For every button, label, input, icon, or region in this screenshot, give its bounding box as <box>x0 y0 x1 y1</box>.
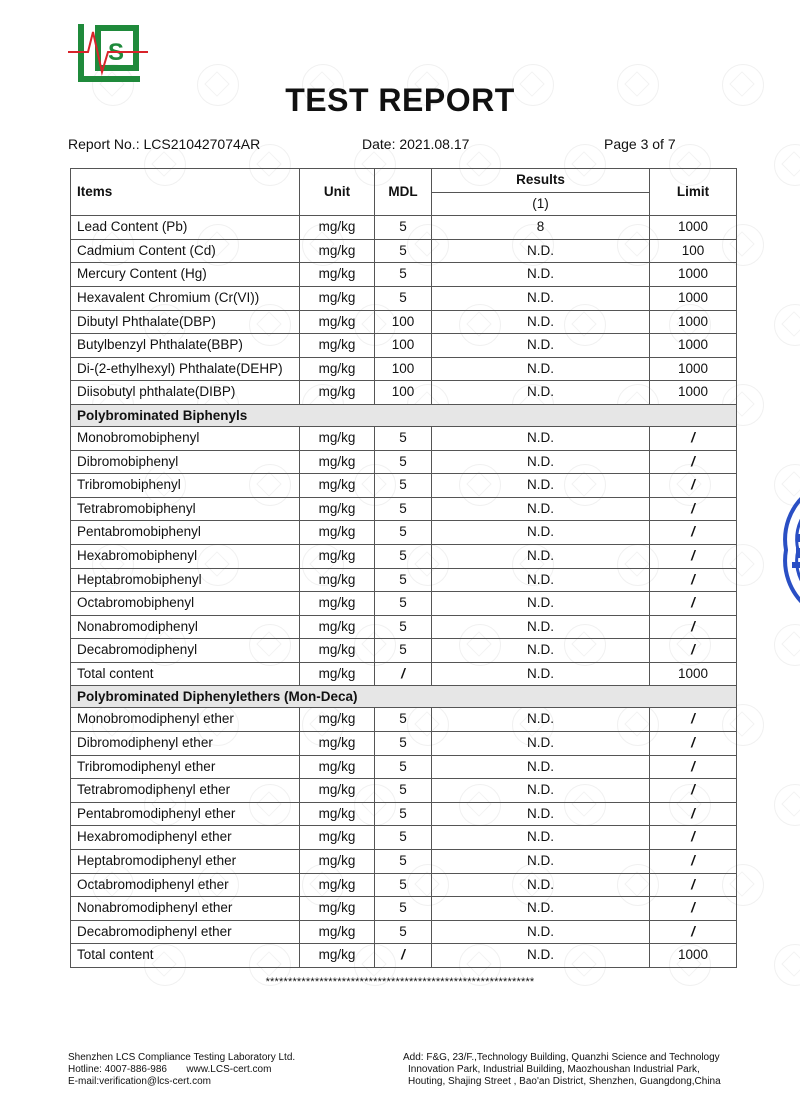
cell-unit: mg/kg <box>300 920 375 944</box>
cell-mdl: 100 <box>375 381 432 405</box>
cell-limit: / <box>650 897 737 921</box>
table-row <box>71 568 737 592</box>
cell-item: Diisobutyl phthalate(DIBP) <box>71 381 300 405</box>
cell-limit: / <box>650 639 737 663</box>
cell-result: N.D. <box>432 450 650 474</box>
footer-hotline: Hotline: 4007-886-986 www.LCS-cert.com <box>68 1064 272 1075</box>
cell-item: Hexavalent Chromium (Cr(VI)) <box>71 286 300 310</box>
cell-unit: mg/kg <box>300 521 375 545</box>
cell-unit: mg/kg <box>300 639 375 663</box>
cell-limit: / <box>650 426 737 450</box>
cell-item: Nonabromodiphenyl <box>71 615 300 639</box>
cell-item: Monobromodiphenyl ether <box>71 708 300 732</box>
table-row <box>71 897 737 921</box>
table-row <box>71 944 737 968</box>
cell-mdl: 100 <box>375 334 432 358</box>
cell-limit: 1000 <box>650 286 737 310</box>
lcs-logo-icon <box>68 18 148 84</box>
cell-item: Pentabromobiphenyl <box>71 521 300 545</box>
cell-mdl: 5 <box>375 779 432 803</box>
logo-text: S <box>108 39 125 66</box>
cell-result: N.D. <box>432 239 650 263</box>
table-row <box>71 779 737 803</box>
cell-item: Total content <box>71 944 300 968</box>
cell-limit: / <box>650 615 737 639</box>
table-row <box>71 639 737 663</box>
cell-unit: mg/kg <box>300 263 375 287</box>
cell-unit: mg/kg <box>300 850 375 874</box>
table-row <box>71 450 737 474</box>
cell-unit: mg/kg <box>300 544 375 568</box>
table-row <box>71 662 737 686</box>
results-table <box>70 168 737 968</box>
cell-mdl: 5 <box>375 216 432 240</box>
cell-result: N.D. <box>432 944 650 968</box>
cell-item: Hexabromodiphenyl ether <box>71 826 300 850</box>
cell-result: N.D. <box>432 334 650 358</box>
cell-unit: mg/kg <box>300 826 375 850</box>
cell-limit: / <box>650 779 737 803</box>
cell-limit: / <box>650 732 737 756</box>
cell-result: N.D. <box>432 615 650 639</box>
section-header-pbb <box>71 404 737 426</box>
table-row <box>71 615 737 639</box>
cell-mdl: 100 <box>375 310 432 334</box>
cell-unit: mg/kg <box>300 708 375 732</box>
cell-item: Hexabromobiphenyl <box>71 544 300 568</box>
cell-mdl: 100 <box>375 357 432 381</box>
table-row <box>71 239 737 263</box>
cell-unit: mg/kg <box>300 357 375 381</box>
cell-unit: mg/kg <box>300 592 375 616</box>
cell-item: Heptabromobiphenyl <box>71 568 300 592</box>
cell-item: Total content <box>71 662 300 686</box>
cell-unit: mg/kg <box>300 662 375 686</box>
cell-unit: mg/kg <box>300 381 375 405</box>
cell-unit: mg/kg <box>300 802 375 826</box>
lcs-watermark-icon <box>774 304 800 346</box>
cell-unit: mg/kg <box>300 732 375 756</box>
cell-mdl: 5 <box>375 286 432 310</box>
cell-item: Lead Content (Pb) <box>71 216 300 240</box>
cell-result: N.D. <box>432 662 650 686</box>
cell-item: Dibromobiphenyl <box>71 450 300 474</box>
column-header-results: Results <box>432 169 650 193</box>
cell-item: Nonabromodiphenyl ether <box>71 897 300 921</box>
cell-mdl: 5 <box>375 755 432 779</box>
footer-address-line-2: Innovation Park, Industrial Building, Maozhoushan Industrial Park, <box>408 1064 700 1075</box>
report-date: Date: 2021.08.17 <box>362 136 470 152</box>
cell-item: Decabromodiphenyl <box>71 639 300 663</box>
cell-item: Mercury Content (Hg) <box>71 263 300 287</box>
cell-limit: 1000 <box>650 263 737 287</box>
cell-result: N.D. <box>432 286 650 310</box>
cell-mdl: 5 <box>375 897 432 921</box>
cell-item: Butylbenzyl Phthalate(BBP) <box>71 334 300 358</box>
table-row <box>71 497 737 521</box>
cell-unit: mg/kg <box>300 450 375 474</box>
table-row <box>71 544 737 568</box>
cell-limit: / <box>650 755 737 779</box>
cell-item: Dibromodiphenyl ether <box>71 732 300 756</box>
footer-lab-name: Shenzhen LCS Compliance Testing Laboratory Ltd. <box>68 1052 296 1063</box>
cell-mdl: 5 <box>375 826 432 850</box>
cell-limit: 100 <box>650 239 737 263</box>
cell-result: 8 <box>432 216 650 240</box>
cell-result: N.D. <box>432 802 650 826</box>
report-number: Report No.: LCS210427074AR <box>68 136 261 152</box>
cell-result: N.D. <box>432 426 650 450</box>
cell-result: N.D. <box>432 779 650 803</box>
cell-item: Tribromobiphenyl <box>71 474 300 498</box>
footer-address-line-3: Houting, Shajing Street , Bao'an District, Shenzhen, Guangdong,China <box>408 1076 721 1087</box>
cell-item: Tribromodiphenyl ether <box>71 755 300 779</box>
cell-result: N.D. <box>432 873 650 897</box>
cell-result: N.D. <box>432 639 650 663</box>
table-row <box>71 521 737 545</box>
cell-mdl: 5 <box>375 850 432 874</box>
table-row <box>71 873 737 897</box>
cell-result: N.D. <box>432 826 650 850</box>
cell-mdl: 5 <box>375 474 432 498</box>
cell-unit: mg/kg <box>300 755 375 779</box>
table-row <box>71 802 737 826</box>
lcs-watermark-icon <box>774 784 800 826</box>
section-header-pbde <box>71 686 737 708</box>
cell-mdl: 5 <box>375 873 432 897</box>
cell-result: N.D. <box>432 850 650 874</box>
cell-mdl: 5 <box>375 239 432 263</box>
cell-limit: / <box>650 544 737 568</box>
cell-mdl: 5 <box>375 615 432 639</box>
cell-mdl: 5 <box>375 544 432 568</box>
cell-limit: 1000 <box>650 944 737 968</box>
column-header-mdl: MDL <box>375 169 432 216</box>
cell-limit: 1000 <box>650 662 737 686</box>
lcs-watermark-icon <box>774 624 800 666</box>
cell-limit: / <box>650 873 737 897</box>
end-of-report-marker: ************************************************************ <box>265 976 535 988</box>
footer-address-line-1: Add: F&G, 23/F.,Technology Building, Quanzhi Science and Technology <box>403 1052 720 1063</box>
cell-mdl: / <box>375 662 432 686</box>
cell-item: Cadmium Content (Cd) <box>71 239 300 263</box>
page-title: TEST REPORT <box>285 82 515 118</box>
cell-result: N.D. <box>432 544 650 568</box>
table-row <box>71 426 737 450</box>
table-row <box>71 592 737 616</box>
cell-mdl: 5 <box>375 568 432 592</box>
cell-unit: mg/kg <box>300 497 375 521</box>
cell-unit: mg/kg <box>300 897 375 921</box>
cell-item: Decabromodiphenyl ether <box>71 920 300 944</box>
table-row <box>71 732 737 756</box>
table-row <box>71 850 737 874</box>
cell-unit: mg/kg <box>300 310 375 334</box>
table-row <box>71 263 737 287</box>
lcs-watermark-icon <box>774 144 800 186</box>
cell-limit: / <box>650 708 737 732</box>
cell-limit: 1000 <box>650 310 737 334</box>
cell-item: Octabromobiphenyl <box>71 592 300 616</box>
cell-result: N.D. <box>432 732 650 756</box>
cell-limit: / <box>650 826 737 850</box>
cell-mdl: 5 <box>375 263 432 287</box>
cell-mdl: 5 <box>375 426 432 450</box>
cell-item: Heptabromodiphenyl ether <box>71 850 300 874</box>
cell-item: Octabromodiphenyl ether <box>71 873 300 897</box>
cell-item: Dibutyl Phthalate(DBP) <box>71 310 300 334</box>
cell-result: N.D. <box>432 568 650 592</box>
column-subheader-results: (1) <box>432 192 650 216</box>
cell-item: Di-(2-ethylhexyl) Phthalate(DEHP) <box>71 357 300 381</box>
cell-item: Tetrabromobiphenyl <box>71 497 300 521</box>
cell-limit: 1000 <box>650 357 737 381</box>
cell-result: N.D. <box>432 592 650 616</box>
cell-limit: / <box>650 850 737 874</box>
cell-mdl: 5 <box>375 639 432 663</box>
cell-result: N.D. <box>432 474 650 498</box>
cell-item: Monobromobiphenyl <box>71 426 300 450</box>
cell-mdl: 5 <box>375 732 432 756</box>
cell-limit: 1000 <box>650 381 737 405</box>
footer-email: E-mail:verification@lcs-cert.com <box>68 1076 211 1087</box>
footer-lab-info <box>68 1052 295 1088</box>
column-header-items: Items <box>71 169 300 216</box>
cell-unit: mg/kg <box>300 568 375 592</box>
cell-limit: / <box>650 521 737 545</box>
cell-limit: 1000 <box>650 334 737 358</box>
cell-unit: mg/kg <box>300 779 375 803</box>
cell-unit: mg/kg <box>300 334 375 358</box>
cell-unit: mg/kg <box>300 286 375 310</box>
cell-result: N.D. <box>432 310 650 334</box>
table-row <box>71 216 737 240</box>
table-row <box>71 708 737 732</box>
cell-limit: / <box>650 920 737 944</box>
cell-result: N.D. <box>432 357 650 381</box>
cell-limit: / <box>650 592 737 616</box>
cell-unit: mg/kg <box>300 873 375 897</box>
cell-result: N.D. <box>432 897 650 921</box>
table-row <box>71 310 737 334</box>
cell-unit: mg/kg <box>300 944 375 968</box>
table-row <box>71 755 737 779</box>
cell-result: N.D. <box>432 521 650 545</box>
cell-result: N.D. <box>432 497 650 521</box>
cell-result: N.D. <box>432 708 650 732</box>
cell-unit: mg/kg <box>300 216 375 240</box>
cell-mdl: 5 <box>375 497 432 521</box>
cell-mdl: 5 <box>375 802 432 826</box>
cell-limit: / <box>650 474 737 498</box>
cell-mdl: 5 <box>375 592 432 616</box>
cell-mdl: / <box>375 944 432 968</box>
cell-mdl: 5 <box>375 920 432 944</box>
results-table-body <box>71 216 737 968</box>
column-header-limit: Limit <box>650 169 737 216</box>
section-header-pbde-label: Polybrominated Diphenylethers (Mon-Deca) <box>71 686 737 708</box>
column-header-unit: Unit <box>300 169 375 216</box>
cell-item: Tetrabromodiphenyl ether <box>71 779 300 803</box>
footer-address <box>403 1052 721 1088</box>
table-row <box>71 334 737 358</box>
cell-limit: / <box>650 497 737 521</box>
cell-result: N.D. <box>432 920 650 944</box>
cell-item: Pentabromodiphenyl ether <box>71 802 300 826</box>
cell-unit: mg/kg <box>300 474 375 498</box>
table-row <box>71 920 737 944</box>
table-row <box>71 357 737 381</box>
cell-result: N.D. <box>432 381 650 405</box>
table-row <box>71 474 737 498</box>
blue-stamp-icon <box>778 490 800 610</box>
table-row <box>71 826 737 850</box>
cell-unit: mg/kg <box>300 615 375 639</box>
page-indicator: Page 3 of 7 <box>604 136 676 152</box>
table-row <box>71 286 737 310</box>
cell-limit: / <box>650 450 737 474</box>
cell-limit: / <box>650 568 737 592</box>
cell-mdl: 5 <box>375 450 432 474</box>
cell-limit: / <box>650 802 737 826</box>
table-row <box>71 381 737 405</box>
cell-mdl: 5 <box>375 708 432 732</box>
cell-unit: mg/kg <box>300 239 375 263</box>
section-header-pbb-label: Polybrominated Biphenyls <box>71 404 737 426</box>
cell-result: N.D. <box>432 263 650 287</box>
cell-unit: mg/kg <box>300 426 375 450</box>
cell-result: N.D. <box>432 755 650 779</box>
cell-mdl: 5 <box>375 521 432 545</box>
cell-limit: 1000 <box>650 216 737 240</box>
